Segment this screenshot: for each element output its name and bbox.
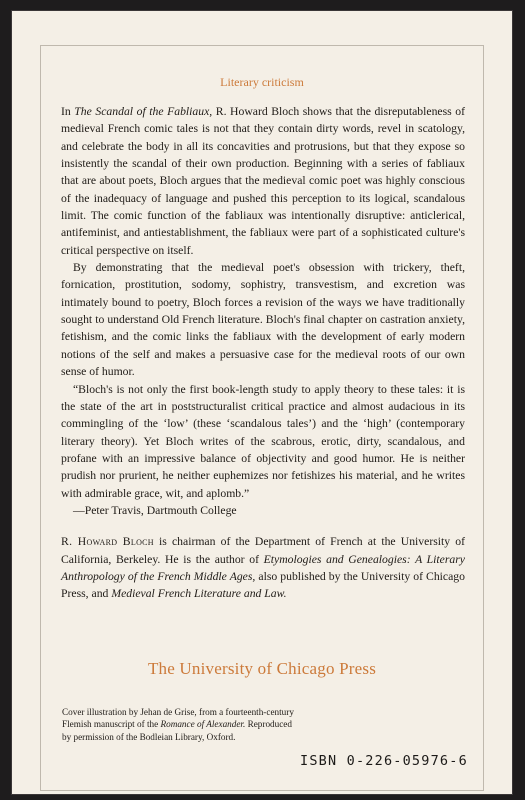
bio-book-1: Etymologies and Genealogies: A Literary Anthropology of the French Middle Ages, [61, 552, 465, 583]
quote-attribution: —Peter Travis, Dartmouth College [73, 503, 237, 517]
credit-text-1: Cover illustration by Jehan de Grise, from a fourteenth-century Flemish manuscript of the [62, 707, 294, 730]
author-name: R. Howard Bloch [61, 535, 154, 549]
blurb-text [61, 103, 465, 603]
intro-paragraph [61, 103, 465, 259]
author-bio [61, 533, 465, 602]
book-title: The Scandal of the Fabliaux, [74, 105, 213, 118]
bio-book-2: Medieval French Literature and Law. [111, 587, 287, 601]
credit-text-2: Reproduced by permission of the Bodleian Library, Oxford. [62, 719, 292, 742]
publisher-name: The University of Chicago Press [147, 659, 377, 678]
isbn-number: ISBN 0-226-05976-6 [300, 753, 468, 769]
bio-text-2: also published by the University of Chicago Press, and [61, 569, 465, 601]
cover-credit [62, 706, 302, 743]
second-paragraph: By demonstrating that the medieval poet's obsession with trickery, theft, fornication, prostitution, sodomy, sophistry, transvestism, and excretion was intimately bound to poetry, Bloch forces a revision of the ways we have traditionally sought to understand Old French literature. Bloch's final chapter on castration anxiety, fetishism, and the comic links the fabliaux with the development of early modern notions of the self and makes a persuasive case for the medieval roots of our own sense of humor. [61, 261, 465, 379]
back-cover [12, 11, 512, 794]
review-quote: “Bloch's is not only the first book-length study to apply theory to these tales: it is the state of the art in poststructuralist critical practice and almost audacious in its commingling of the ‘low’ (these ‘scandalous tales’) and the ‘high’ (contemporary literary theory). Yet Bloch writes of the scabrous, erotic, dirty, scandalous, and profane with an impressive balance of objectivity and good humor. He is neither prudish nor prurient, he neither euphemizes nor fetishizes his material, and he writes with admirable grace, wit, and aplomb.” [61, 382, 465, 500]
bio-text-1: is chairman of the Department of French at the University of California, Berkeley. He is the author of [61, 535, 466, 566]
intro-text: R. Howard Bloch shows that the disreputableness of medieval French comic tales is not that they contain dirty words, revel in scatology, and celebrate the body in all its concavities and protrusions, but that they expose so insistently the scandal of their own production. Beginning with a series of fabliaux that are about poets, Bloch argues that the medieval comic poet was highly conscious of the inadequacy of language and pushed this perception to its logical, scandalous limit. The comic function of the fabliaux was intentionally disruptive: anticlerical, antifeminist, and antiestablishment, the fabliaux were part of a sophisticated culture's critical perspective on itself. [61, 105, 465, 257]
intro-prefix: In [61, 105, 75, 118]
category-heading: Literary criticism [220, 75, 304, 89]
credit-title: Romance of Alexander. [160, 719, 246, 730]
